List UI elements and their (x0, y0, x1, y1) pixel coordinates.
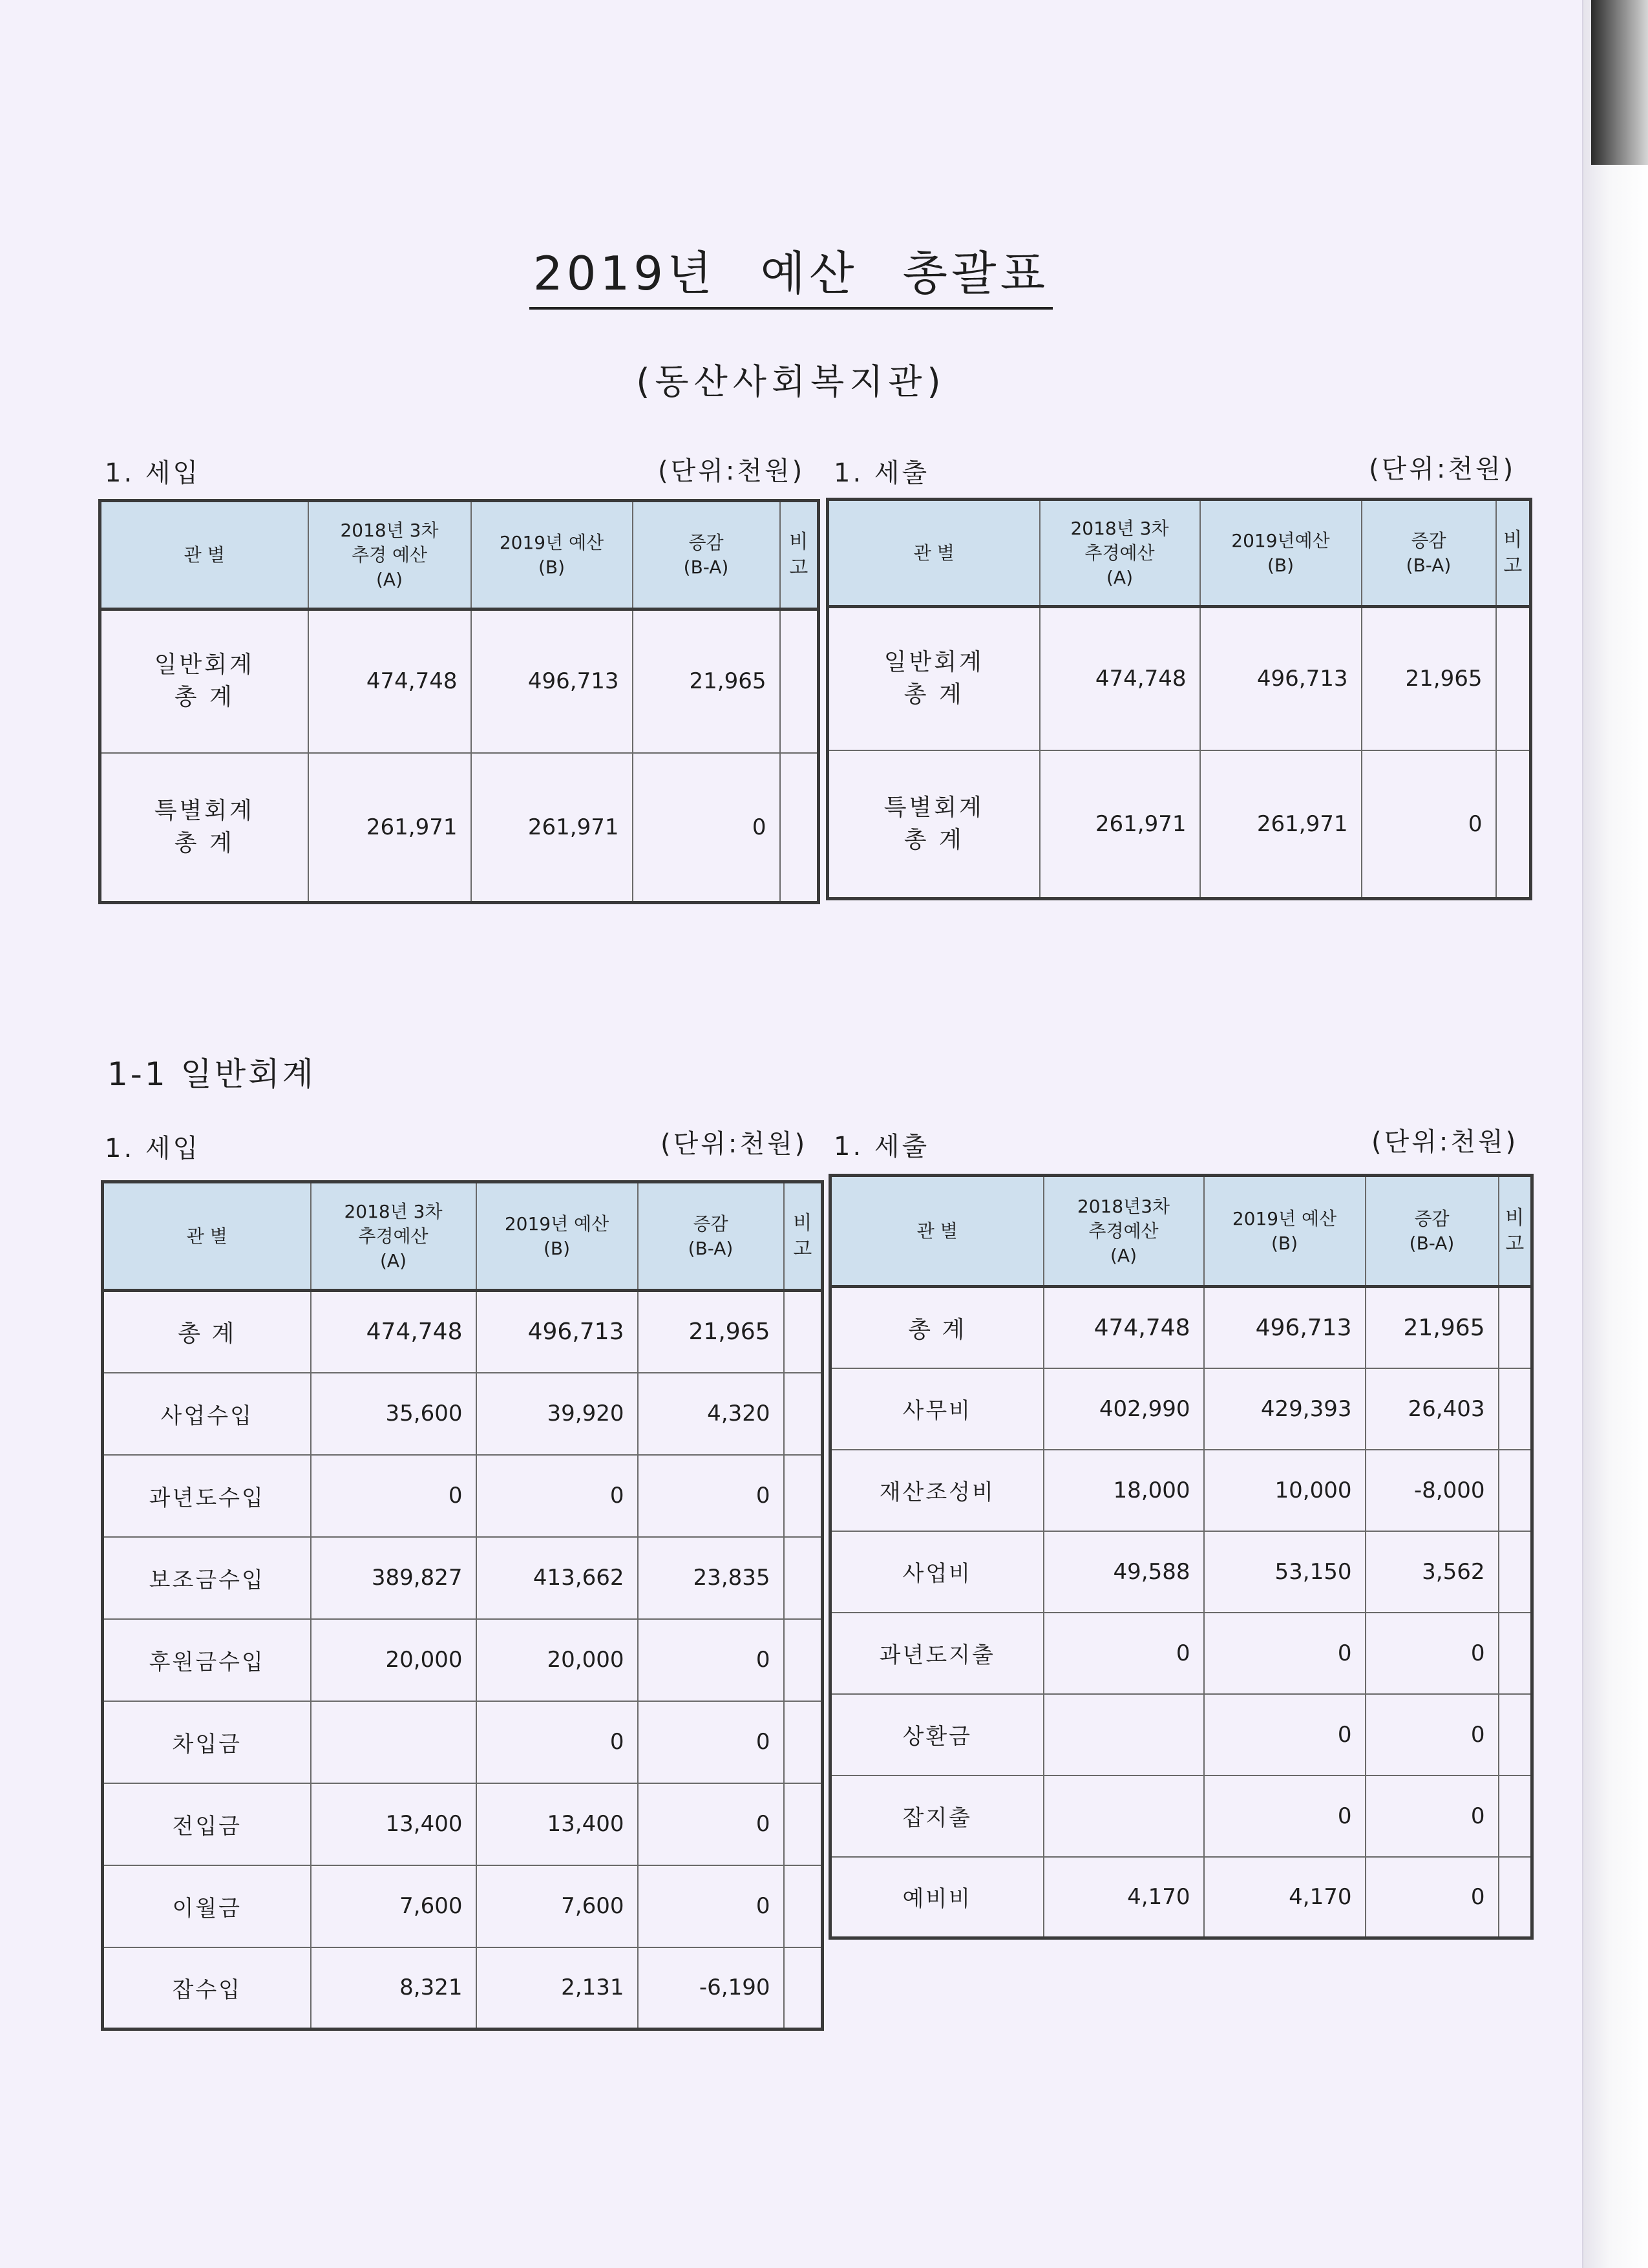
cell-curr: 261,971 (1200, 750, 1362, 899)
cell-prev (1044, 1775, 1204, 1857)
cell-remarks (1499, 1857, 1532, 1938)
cell-curr: 0 (1204, 1694, 1366, 1775)
cell-prev: 0 (1044, 1613, 1204, 1694)
cell-diff: 0 (1366, 1857, 1499, 1938)
table-header-row (100, 501, 819, 609)
cell-curr: 4,170 (1204, 1857, 1366, 1938)
general-revenue-unit: (단위:천원) (660, 1129, 808, 1159)
cell-curr: 429,393 (1204, 1368, 1366, 1450)
cell-remarks (784, 1947, 823, 2030)
header-difference: 증감 (B-A) (1366, 1176, 1499, 1287)
table-row (103, 1537, 823, 1619)
cell-diff: 21,965 (638, 1291, 784, 1373)
cell-diff: 21,965 (1366, 1287, 1499, 1368)
cell-prev: 4,170 (1044, 1857, 1204, 1938)
header-prev-budget: 2018년 3차 추경예산 (A) (1040, 500, 1200, 607)
cell-curr: 496,713 (471, 609, 633, 753)
table-row (830, 1368, 1532, 1450)
table-row (103, 1783, 823, 1865)
row-name: 사무비 (830, 1368, 1044, 1450)
header-curr-budget: 2019년 예산 (B) (1204, 1176, 1366, 1287)
cell-remarks (784, 1619, 823, 1701)
cell-remarks (1499, 1613, 1532, 1694)
cell-diff: 21,965 (633, 609, 780, 753)
cell-diff: 0 (638, 1783, 784, 1865)
row-name: 과년도지출 (830, 1613, 1044, 1694)
row-name: 이월금 (103, 1865, 311, 1947)
cell-curr: 496,713 (1200, 607, 1362, 750)
table-row (830, 1694, 1532, 1775)
general-revenue-label: 1. 세입 (105, 1134, 201, 1163)
header-remarks: 비 고 (784, 1182, 823, 1291)
cell-diff: 0 (633, 753, 780, 903)
cell-curr: 39,920 (476, 1373, 638, 1455)
table-row (830, 1450, 1532, 1531)
cell-diff: 21,965 (1362, 607, 1496, 750)
cell-remarks (1499, 1775, 1532, 1857)
general-expense-label: 1. 세출 (834, 1132, 930, 1161)
table-row (100, 753, 819, 903)
cell-curr: 20,000 (476, 1619, 638, 1701)
table-header-row (103, 1182, 823, 1291)
row-name: 재산조성비 (830, 1450, 1044, 1531)
cell-diff: 0 (638, 1865, 784, 1947)
cell-curr: 53,150 (1204, 1531, 1366, 1613)
cell-remarks (784, 1537, 823, 1619)
cell-remarks (1496, 607, 1531, 750)
cell-remarks (1499, 1368, 1532, 1450)
cell-remarks (784, 1783, 823, 1865)
general-expense-table (829, 1174, 1534, 1940)
row-name: 전입금 (103, 1783, 311, 1865)
table-row (103, 1373, 823, 1455)
cell-diff: 23,835 (638, 1537, 784, 1619)
header-remarks: 비 고 (780, 501, 819, 609)
cell-diff: -6,190 (638, 1947, 784, 2030)
cell-curr: 0 (476, 1701, 638, 1783)
cell-curr: 7,600 (476, 1865, 638, 1947)
binder-clip (1591, 0, 1648, 165)
table-row (830, 1857, 1532, 1938)
cell-diff: 0 (1366, 1613, 1499, 1694)
cell-diff: 26,403 (1366, 1368, 1499, 1450)
general-expense-unit: (단위:천원) (1371, 1127, 1519, 1157)
cell-prev: 20,000 (311, 1619, 476, 1701)
title-wrap (0, 236, 1582, 310)
cell-remarks (1499, 1694, 1532, 1775)
cell-curr: 0 (476, 1455, 638, 1537)
cell-curr: 13,400 (476, 1783, 638, 1865)
summary-expense-unit: (단위:천원) (1369, 454, 1516, 484)
cell-remarks (1496, 750, 1531, 899)
cell-remarks (784, 1865, 823, 1947)
cell-diff: 0 (1366, 1775, 1499, 1857)
cell-prev: 18,000 (1044, 1450, 1204, 1531)
cell-remarks (784, 1291, 823, 1373)
cell-diff: 3,562 (1366, 1531, 1499, 1613)
cell-curr: 2,131 (476, 1947, 638, 2030)
cell-prev: 49,588 (1044, 1531, 1204, 1613)
cell-prev: 389,827 (311, 1537, 476, 1619)
page-edge (1582, 0, 1648, 2268)
page-title: 2019년 예산 총괄표 (529, 236, 1053, 310)
header-curr-budget: 2019년예산 (B) (1200, 500, 1362, 607)
cell-prev: 35,600 (311, 1373, 476, 1455)
cell-prev: 474,748 (308, 609, 471, 753)
cell-remarks (1499, 1531, 1532, 1613)
cell-prev: 7,600 (311, 1865, 476, 1947)
cell-diff: 0 (1362, 750, 1496, 899)
cell-remarks (780, 609, 819, 753)
cell-curr: 261,971 (471, 753, 633, 903)
row-name: 총 계 (103, 1291, 311, 1373)
cell-diff: 4,320 (638, 1373, 784, 1455)
cell-remarks (1499, 1450, 1532, 1531)
general-account-heading: 1-1 일반회계 (107, 1055, 316, 1093)
summary-expense-table (826, 498, 1532, 900)
header-remarks: 비 고 (1499, 1176, 1532, 1287)
table-row (830, 1775, 1532, 1857)
table-header-row (830, 1176, 1532, 1287)
header-remarks: 비 고 (1496, 500, 1531, 607)
row-name: 특별회계 총 계 (828, 750, 1040, 899)
header-difference: 증감 (B-A) (633, 501, 780, 609)
cell-prev: 8,321 (311, 1947, 476, 2030)
row-name: 차입금 (103, 1701, 311, 1783)
row-name: 후원금수입 (103, 1619, 311, 1701)
cell-prev: 402,990 (1044, 1368, 1204, 1450)
summary-revenue-label: 1. 세입 (105, 458, 201, 488)
cell-diff: 0 (638, 1455, 784, 1537)
table-row (103, 1619, 823, 1701)
cell-diff: 0 (1366, 1694, 1499, 1775)
cell-prev: 474,748 (311, 1291, 476, 1373)
header-prev-budget: 2018년3차 추경예산 (A) (1044, 1176, 1204, 1287)
cell-curr: 10,000 (1204, 1450, 1366, 1531)
cell-remarks (784, 1701, 823, 1783)
header-difference: 증감 (B-A) (1362, 500, 1496, 607)
header-prev-budget: 2018년 3차 추경 예산 (A) (308, 501, 471, 609)
cell-prev: 0 (311, 1455, 476, 1537)
general-revenue-table (101, 1180, 824, 2031)
row-name: 예비비 (830, 1857, 1044, 1938)
cell-prev: 13,400 (311, 1783, 476, 1865)
row-name: 과년도수입 (103, 1455, 311, 1537)
header-curr-budget: 2019년 예산 (B) (471, 501, 633, 609)
cell-curr: 496,713 (1204, 1287, 1366, 1368)
table-row (828, 607, 1531, 750)
row-name: 상환금 (830, 1694, 1044, 1775)
header-category: 관 별 (103, 1182, 311, 1291)
cell-diff: 0 (638, 1701, 784, 1783)
table-row (103, 1865, 823, 1947)
cell-curr: 413,662 (476, 1537, 638, 1619)
cell-curr: 496,713 (476, 1291, 638, 1373)
table-row (830, 1613, 1532, 1694)
header-prev-budget: 2018년 3차 추경예산 (A) (311, 1182, 476, 1291)
cell-curr: 0 (1204, 1775, 1366, 1857)
row-name: 일반회계 총 계 (828, 607, 1040, 750)
header-category: 관 별 (100, 501, 308, 609)
cell-remarks (784, 1373, 823, 1455)
table-row (103, 1701, 823, 1783)
cell-prev: 474,748 (1040, 607, 1200, 750)
row-name: 잡수입 (103, 1947, 311, 2030)
table-row (100, 609, 819, 753)
cell-prev (311, 1701, 476, 1783)
page-subtitle: (동산사회복지관) (636, 361, 946, 402)
cell-remarks (784, 1455, 823, 1537)
cell-remarks (1499, 1287, 1532, 1368)
row-name: 총 계 (830, 1287, 1044, 1368)
table-row-total (830, 1287, 1532, 1368)
cell-diff: -8,000 (1366, 1450, 1499, 1531)
row-name: 사업비 (830, 1531, 1044, 1613)
row-name: 잡지출 (830, 1775, 1044, 1857)
cell-curr: 0 (1204, 1613, 1366, 1694)
table-row (103, 1455, 823, 1537)
row-name: 보조금수입 (103, 1537, 311, 1619)
summary-revenue-table (98, 499, 820, 904)
summary-expense-label: 1. 세출 (834, 458, 930, 488)
row-name: 일반회계 총 계 (100, 609, 308, 753)
summary-revenue-unit: (단위:천원) (658, 456, 805, 486)
table-row-total (103, 1291, 823, 1373)
row-name: 사업수입 (103, 1373, 311, 1455)
table-row (830, 1531, 1532, 1613)
cell-prev: 261,971 (308, 753, 471, 903)
cell-remarks (780, 753, 819, 903)
table-row (828, 750, 1531, 899)
cell-prev (1044, 1694, 1204, 1775)
header-category: 관 별 (828, 500, 1040, 607)
cell-prev: 474,748 (1044, 1287, 1204, 1368)
cell-diff: 0 (638, 1619, 784, 1701)
table-header-row (828, 500, 1531, 607)
header-curr-budget: 2019년 예산 (B) (476, 1182, 638, 1291)
table-row (103, 1947, 823, 2030)
cell-prev: 261,971 (1040, 750, 1200, 899)
row-name: 특별회계 총 계 (100, 753, 308, 903)
header-category: 관 별 (830, 1176, 1044, 1287)
header-difference: 증감 (B-A) (638, 1182, 784, 1291)
